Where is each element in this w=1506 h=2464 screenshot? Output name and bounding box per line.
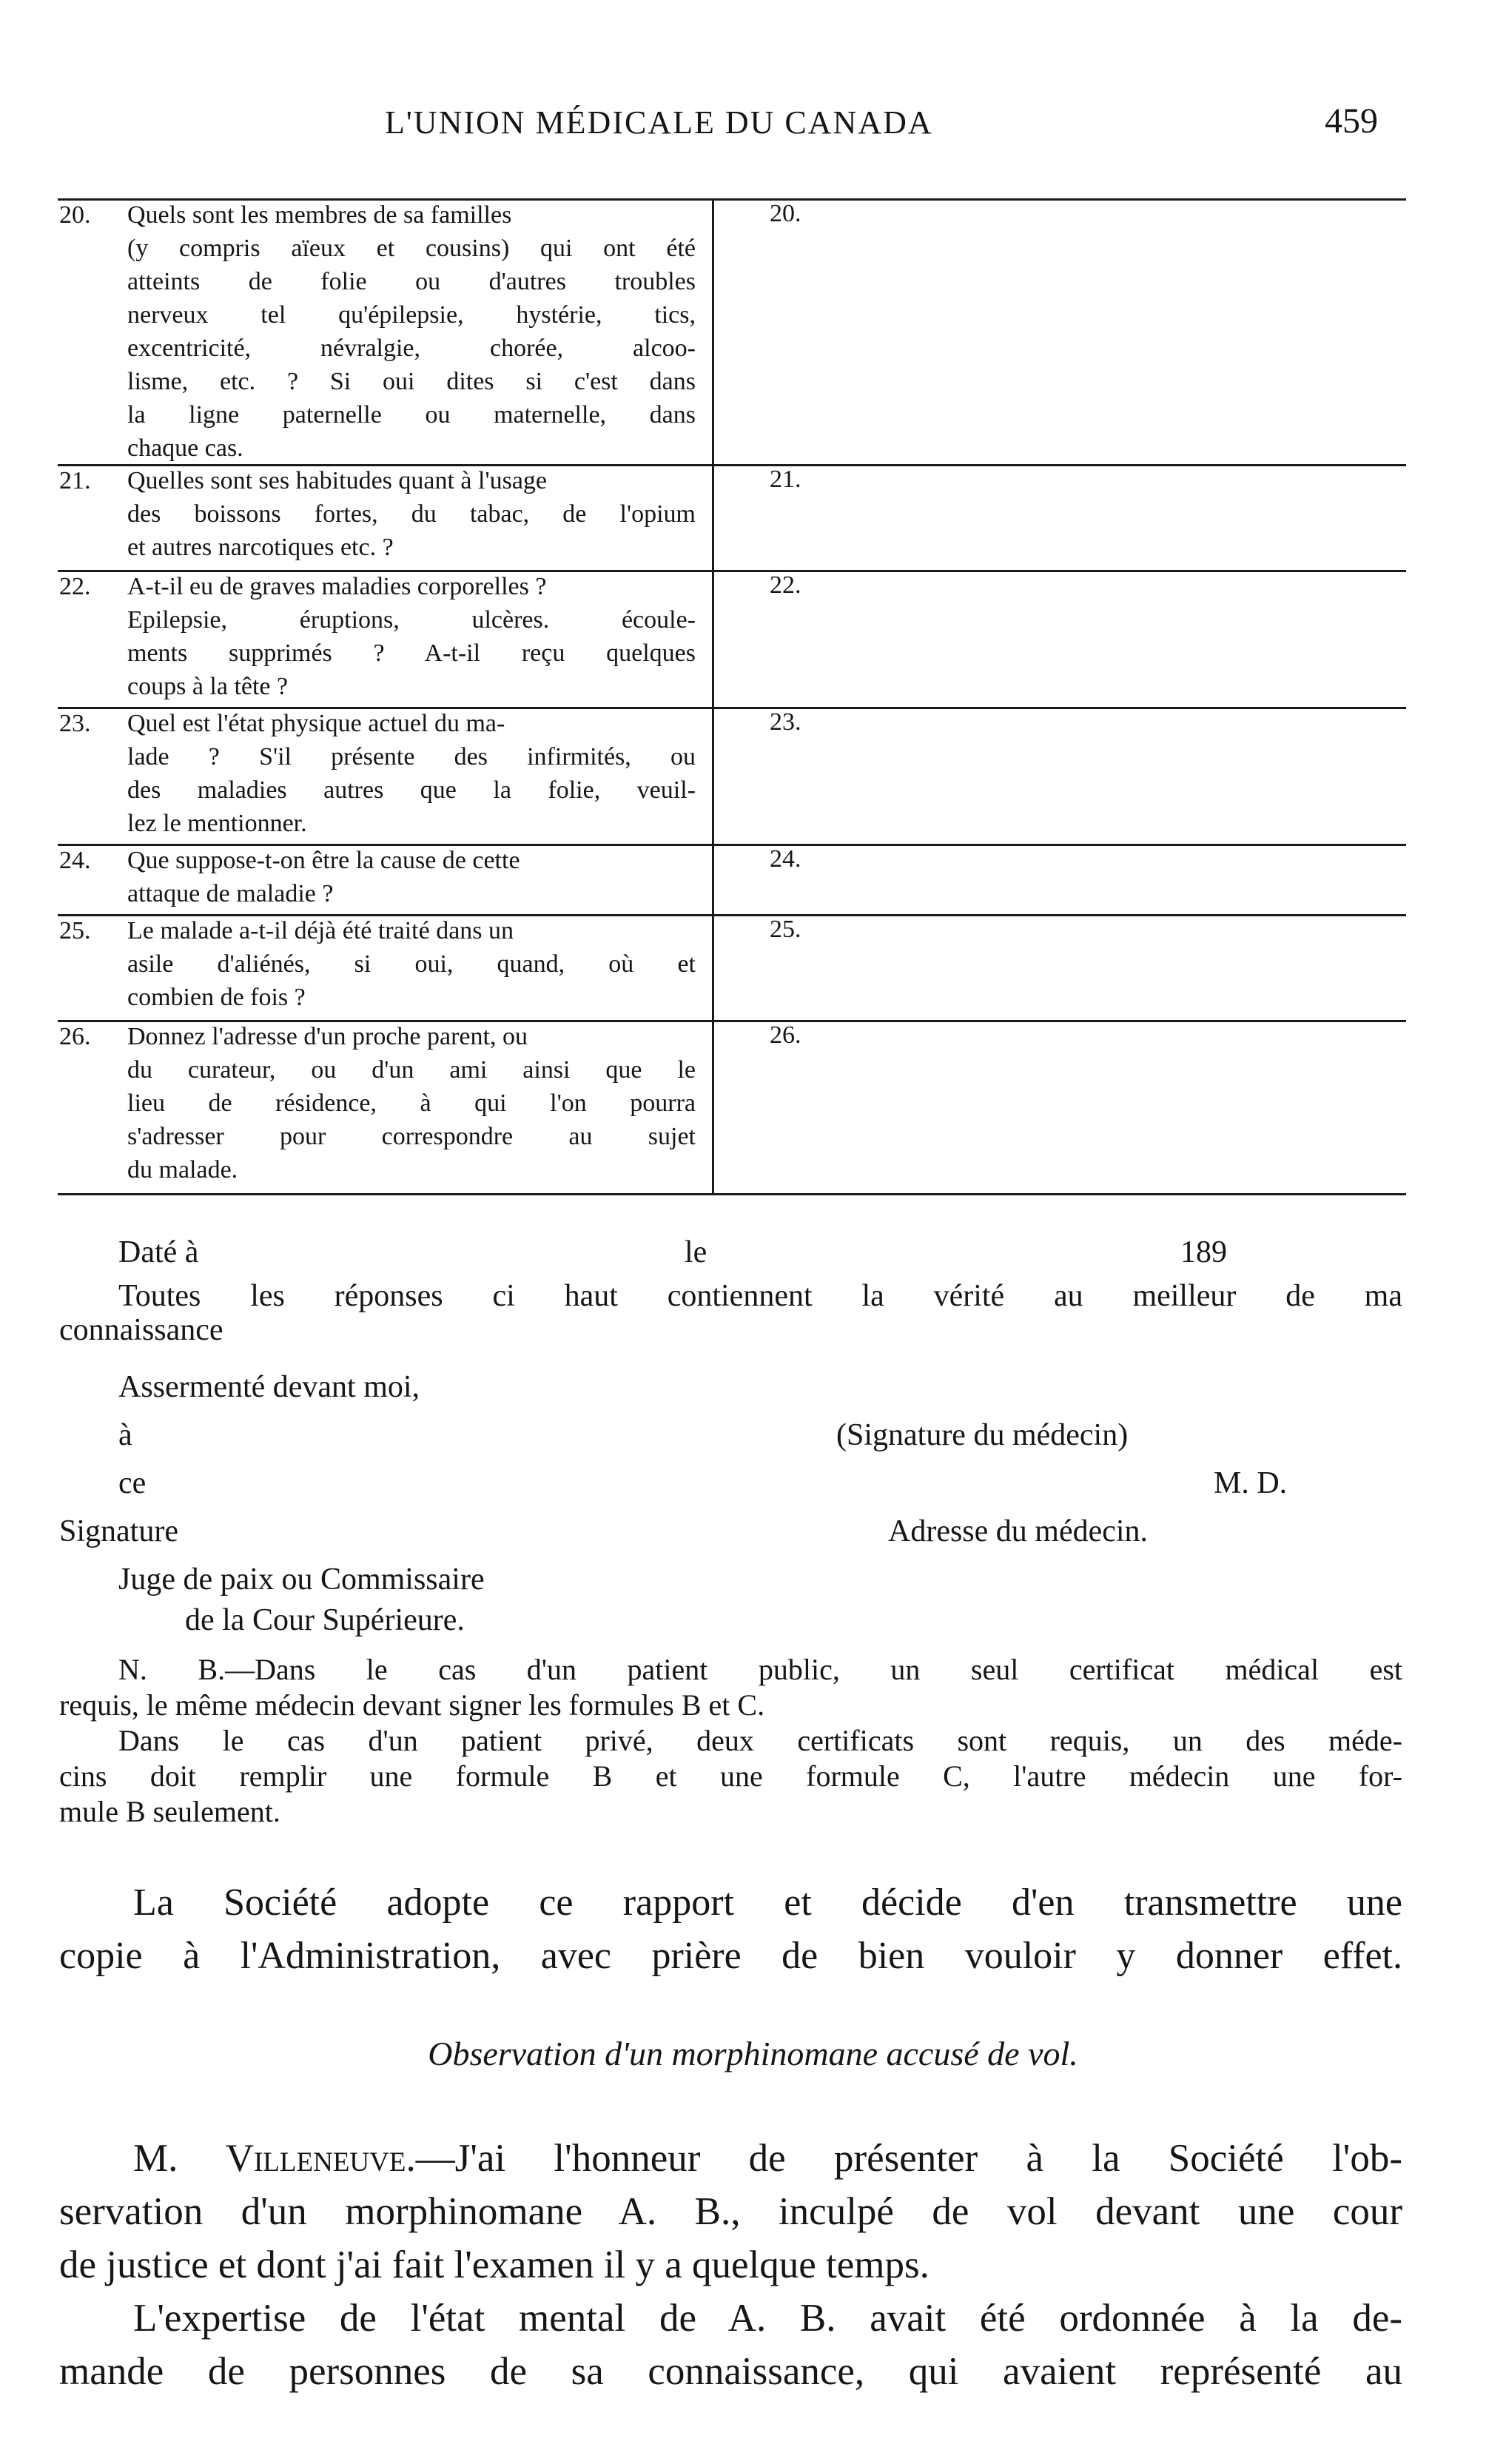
observation-line (59, 2132, 1402, 2185)
question-line (59, 914, 696, 947)
page-number: 459 (1325, 101, 1378, 141)
question-line: attaque de maladie ? (127, 880, 334, 907)
question-text: Quels sont les membres de sa familles (127, 201, 512, 229)
question-text: A-t-il eu de graves maladies corporelles ? (127, 573, 547, 600)
question-line (59, 707, 696, 740)
doctor-address-label: Adresse du médecin. (888, 1514, 1149, 1548)
question-23 (59, 707, 696, 840)
question-line (59, 844, 696, 877)
question-line: lade ? S'il présente des infirmités, ou (127, 743, 696, 771)
question-line: s'adresser pour correspondre au sujet (127, 1123, 696, 1150)
speaker-name: M. Villeneuve. (133, 2137, 416, 2180)
observation-body (59, 2132, 1402, 2398)
nb-line: N. B.—Dans le cas d'un patient public, un seul certificat médical est (118, 1653, 1402, 1686)
question-line (59, 1020, 696, 1053)
question-line: la ligne paternelle ou maternelle, dans (127, 401, 696, 429)
question-text: Quelles sont ses habitudes quant à l'usage (127, 467, 548, 494)
question-number: 21. (59, 467, 91, 494)
society-line: La Société adopte ce rapport et décide d'en transmettre une (133, 1881, 1402, 1924)
question-line: du malade. (127, 1156, 238, 1184)
answer-number: 25. (770, 916, 801, 943)
answer-number: 26. (770, 1021, 801, 1049)
question-number: 26. (59, 1023, 91, 1050)
running-header-title: L'UNION MÉDICALE DU CANADA (385, 104, 933, 141)
question-line: ments supprimés ? A-t-il reçu quelques (127, 640, 696, 667)
date-label: Daté à (118, 1235, 199, 1269)
question-line: coups à la tête ? (127, 673, 289, 700)
answer-number: 24. (770, 845, 801, 873)
question-number: 22. (59, 573, 91, 600)
question-line (59, 464, 696, 497)
nb-line: mule B seulement. (59, 1795, 280, 1828)
question-number: 24. (59, 847, 91, 874)
answer-number: 22. (770, 571, 801, 599)
question-number: 23. (59, 710, 91, 737)
question-line: (y compris aïeux et cousins) qui ont été (127, 235, 696, 262)
society-decision (59, 1876, 1402, 1983)
at-label: à (118, 1418, 132, 1452)
question-24 (59, 844, 696, 910)
sworn-before: Assermenté devant moi, (118, 1370, 420, 1404)
le-label: le (685, 1235, 707, 1269)
this-label: ce (118, 1466, 147, 1500)
observation-line: L'expertise de l'état mental de A. B. avait été ordonnée à la de- (133, 2297, 1402, 2340)
md-label: M. D. (1214, 1466, 1288, 1500)
doctor-signature-label: (Signature du médecin) (836, 1418, 1129, 1452)
question-line: lez le mentionner. (127, 810, 307, 837)
question-line: asile d'aliénés, si oui, quand, où et (127, 950, 696, 978)
question-line: du curateur, ou d'un ami ainsi que le (127, 1056, 696, 1084)
table-rule (58, 1193, 1406, 1195)
signature-label: Signature (59, 1514, 178, 1548)
observation-line: mande de personnes de sa connaissance, qui avaient représenté au (59, 2350, 1402, 2393)
answer-number: 20. (770, 200, 801, 227)
nb-notes (59, 1652, 1402, 1830)
nb-line: cins doit remplir une formule B et une formule C, l'autre médecin une for- (59, 1759, 1402, 1793)
question-line: Epilepsie, éruptions, ulcères. écoule- (127, 606, 696, 634)
year-label: 189 (1180, 1235, 1227, 1269)
question-line (59, 570, 696, 603)
question-line (59, 198, 696, 232)
question-line: lieu de résidence, à qui l'on pourra (127, 1090, 696, 1117)
question-line: chaque cas. (127, 434, 243, 462)
question-line: atteints de folie ou d'autres troubles (127, 268, 696, 295)
answer-number: 21. (770, 466, 801, 493)
question-25 (59, 914, 696, 1014)
question-text: Quel est l'état physique actuel du ma- (127, 710, 505, 737)
question-22 (59, 570, 696, 703)
answer-number: 23. (770, 708, 801, 736)
observation-line: de justice et dont j'ai fait l'examen il y a quelque temps. (59, 2243, 930, 2286)
statement-line: connaissance (59, 1313, 223, 1347)
question-text: Le malade a-t-il déjà été traité dans un (127, 917, 514, 944)
question-20 (59, 198, 696, 465)
question-text: Que suppose-t-on être la cause de cette (127, 847, 520, 874)
question-line: lisme, etc. ? Si oui dites si c'est dans (127, 368, 696, 395)
question-line: combien de fois ? (127, 984, 306, 1011)
nb-line: requis, le même médecin devant signer les formules B et C. (59, 1688, 765, 1722)
statement-line: Toutes les réponses ci haut contiennent la vérité au meilleur de ma (118, 1279, 1402, 1313)
question-number: 20. (59, 201, 91, 229)
question-line: et autres narcotiques etc. ? (127, 534, 394, 561)
question-line: nerveux tel qu'épilepsie, hystérie, tics, (127, 301, 696, 329)
question-text: Donnez l'adresse d'un proche parent, ou (127, 1023, 528, 1050)
judge-line: de la Cour Supérieure. (185, 1603, 465, 1637)
judge-line: Juge de paix ou Commissaire (118, 1562, 485, 1597)
question-line: des maladies autres que la folie, veuil- (127, 776, 696, 804)
question-line: excentricité, névralgie, chorée, alcoo- (127, 335, 696, 362)
observation-line: servation d'un morphinomane A. B., inculpé de vol devant une cour (59, 2190, 1402, 2233)
question-26 (59, 1020, 696, 1186)
question-21 (59, 464, 696, 564)
question-number: 25. (59, 917, 91, 944)
society-line: copie à l'Administration, avec prière de bien vouloir y donner effet. (59, 1935, 1402, 1977)
section-title: Observation d'un morphinomane accusé de vol. (428, 2035, 1078, 2072)
statement-paragraph (59, 1279, 1402, 1347)
table-column-divider (712, 198, 714, 1193)
question-line: des boissons fortes, du tabac, de l'opium (127, 500, 696, 528)
nb-line: Dans le cas d'un patient privé, deux certificats sont requis, un des méde- (118, 1724, 1402, 1757)
observation-text: —J'ai l'honneur de présenter à la Société l'ob- (415, 2137, 1402, 2180)
